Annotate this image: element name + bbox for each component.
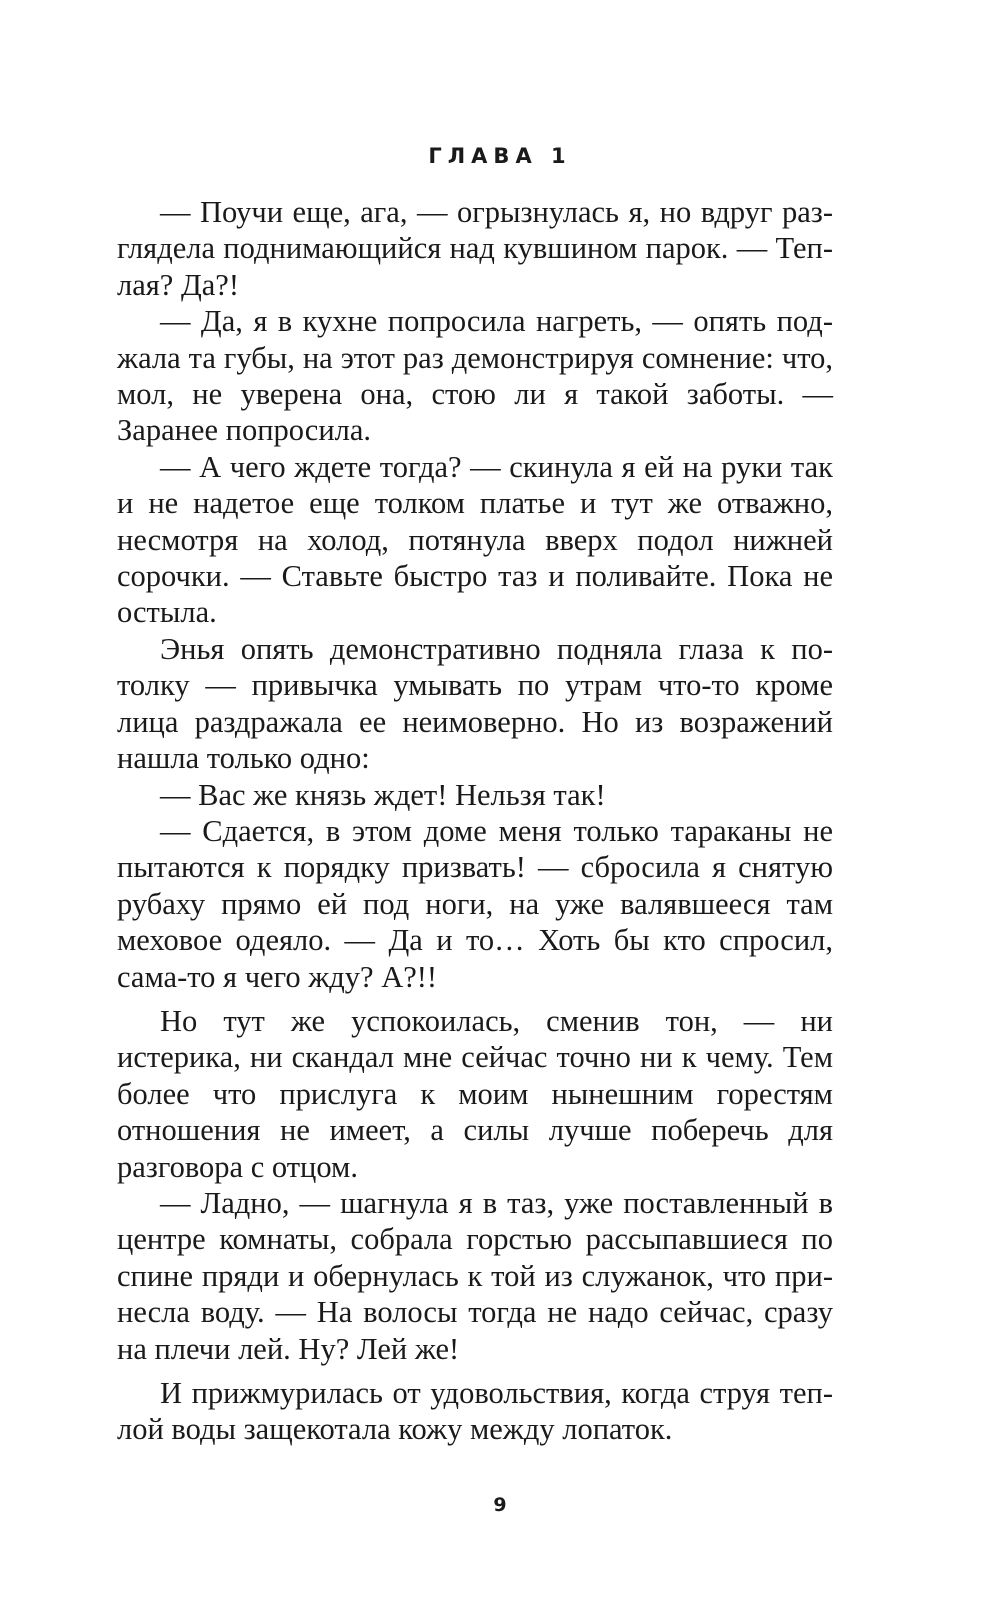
paragraph: — Сдается, в этом доме меня только тараканы не пытаются к порядку призвать! — сбросила я снятую рубаху прямо ей под ноги, на уже валявшееся там меховое одеяло. — Да и то… Хоть бы кто спросил, сама-то я чего жду? А?!! <box>117 813 833 994</box>
paragraph: — Да, я в кухне попросила нагреть, — опять поджала та губы, на этот раз демонстрируя сомнение: что, мол, не уверена она, стою ли я такой заботы. — Заранее попросила. <box>117 304 833 448</box>
chapter-heading: ГЛАВА 1 <box>428 144 572 168</box>
paragraph: — А чего ждете тогда? — скинула я ей на руки так и не надетое еще толком платье и тут же отважно, несмотря на холод, потянула вверх подол нижней сорочки. — Ставьте быстро таз и поливайте. Пока не остыла. <box>117 449 833 630</box>
page-number: 9 <box>493 1494 507 1516</box>
paragraph: Энья опять демонстративно подняла глаза к потолку — привычка умывать по утрам что-то кроме лица раздражала ее неимоверно. Но из возражений нашла только одно: <box>117 631 833 776</box>
paragraph: — Ладно, — шагнула я в таз, уже поставленный в центре комнаты, собрала горстью рассыпавшиеся по спине пряди и обернулась к той из служанок, что принесла воду. — На волосы тогда не надо сейчас, сразу на плечи лей. Ну? Лей же! <box>117 1185 833 1366</box>
paragraph: Но тут же успокоилась, сменив тон, — ни истерика, ни скандал мне сейчас точно ни к чему. Тем более что прислуга к моим нынешним горестям отношения не имеет, а силы лучше поберечь для разговора с отцом. <box>117 1003 833 1184</box>
paragraph: — Поучи еще, ага, — огрызнулась я, но вдруг разглядела поднимающийся над кувшином парок. — Теплая? Да?! <box>117 195 833 302</box>
paragraph: — Вас же князь ждет! Нельзя так! <box>160 777 606 812</box>
body-text <box>117 194 833 1448</box>
paragraph: И прижмурилась от удовольствия, когда струя теплой воды защекотала кожу между лопаток. <box>117 1376 833 1447</box>
